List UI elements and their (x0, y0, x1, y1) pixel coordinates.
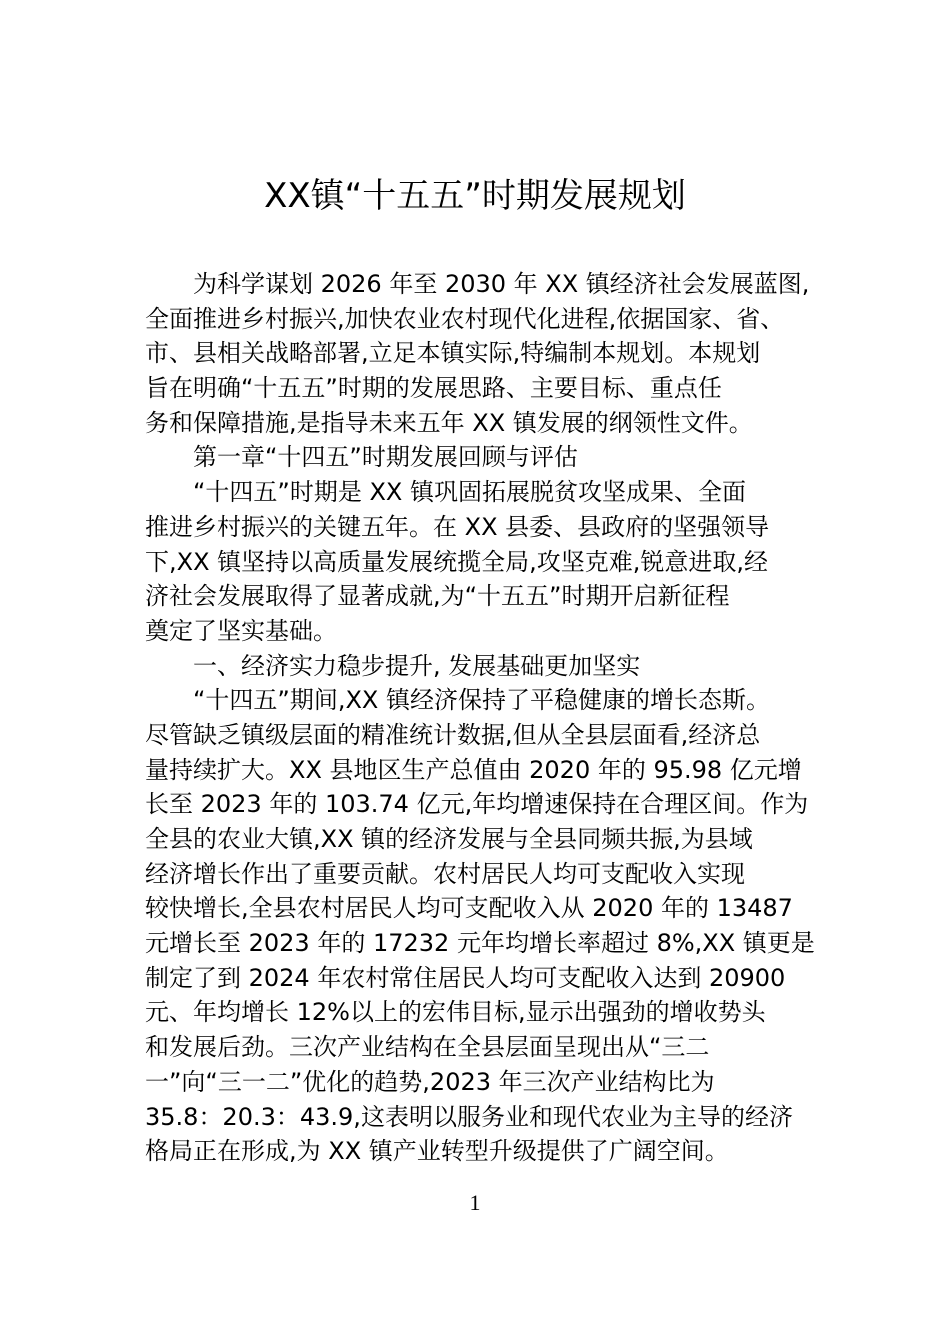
document-body (145, 267, 815, 1169)
text-line: “十四五”期间,XX 镇经济保持了平稳健康的增长态斯。 (193, 686, 771, 715)
text-line: 格局正在形成,为 XX 镇产业转型升级提供了广阔空间。 (145, 1137, 729, 1166)
text-line: 元增长至 2023 年的 17232 元年均增长率超过 8%,XX 镇更是 (145, 929, 815, 958)
text-line: 推进乡村振兴的关键五年。在 XX 县委、县政府的坚强领导 (145, 512, 770, 541)
paragraph-intro (145, 267, 810, 440)
page-number: 1 (469, 1190, 481, 1215)
text-line: 一”向“三一二”优化的趋势,2023 年三次产业结构比为 (145, 1067, 715, 1096)
text-line: 务和保障措施,是指导未来五年 XX 镇发展的纲领性文件。 (145, 408, 753, 437)
paragraph-economy (145, 683, 815, 1169)
text-line: 较快增长,全县农村居民人均可支配收入从 2020 年的 13487 (145, 894, 793, 923)
text-line: “十四五”时期是 XX 镇巩固拓展脱贫攻坚成果、全面 (193, 478, 747, 507)
chapter-heading-text: 第一章“十四五”时期发展回顾与评估 (193, 443, 578, 472)
paragraph-chapter-overview (145, 475, 810, 648)
text-line: 35.8：20.3：43.9,这表明以服务业和现代农业为主导的经济 (145, 1102, 793, 1131)
text-line: 量持续扩大。XX 县地区生产总值由 2020 年的 95.98 亿元增 (145, 755, 802, 784)
text-line: 长至 2023 年的 103.74 亿元,年均增速保持在合理区间。作为 (145, 790, 809, 819)
section-heading-text: 一、经济实力稳步提升, 发展基础更加坚实 (193, 651, 641, 680)
text-line: 制定了到 2024 年农村常住居民人均可支配收入达到 20900 (145, 963, 786, 992)
text-line: 旨在明确“十五五”时期的发展思路、主要目标、重点任 (145, 374, 722, 403)
text-line: 尽管缺乏镇级层面的精准统计数据,但从全县层面看,经济总 (145, 720, 761, 749)
text-line: 下,XX 镇坚持以高质量发展统揽全局,攻坚克难,锐意进取,经 (145, 547, 769, 576)
text-line: 和发展后劲。三次产业结构在全县层面呈现出从“三二 (145, 1033, 710, 1062)
text-line: 元、年均增长 12%以上的宏伟目标,显示出强劲的增收势头 (145, 998, 766, 1027)
text-line: 济社会发展取得了显著成就,为“十五五”时期开启新征程 (145, 582, 730, 611)
text-line: 全面推进乡村振兴,加快农业农村现代化进程,依据国家、省、 (145, 304, 785, 333)
text-line: 奠定了坚实基础。 (145, 616, 337, 645)
text-line: 市、县相关战略部署,立足本镇实际,特编制本规划。本规划 (145, 339, 761, 368)
chapter-heading (145, 440, 810, 475)
section-heading (145, 649, 810, 684)
text-line: 全县的农业大镇,XX 镇的经济发展与全县同频共振,为县域 (145, 825, 753, 853)
text-line: 经济增长作出了重要贡献。农村居民人均可支配收入实现 (145, 859, 745, 888)
text-line: 为科学谋划 2026 年至 2030 年 XX 镇经济社会发展蓝图, (193, 270, 810, 298)
document-title: XX镇“十五五”时期发展规划 (264, 176, 686, 216)
